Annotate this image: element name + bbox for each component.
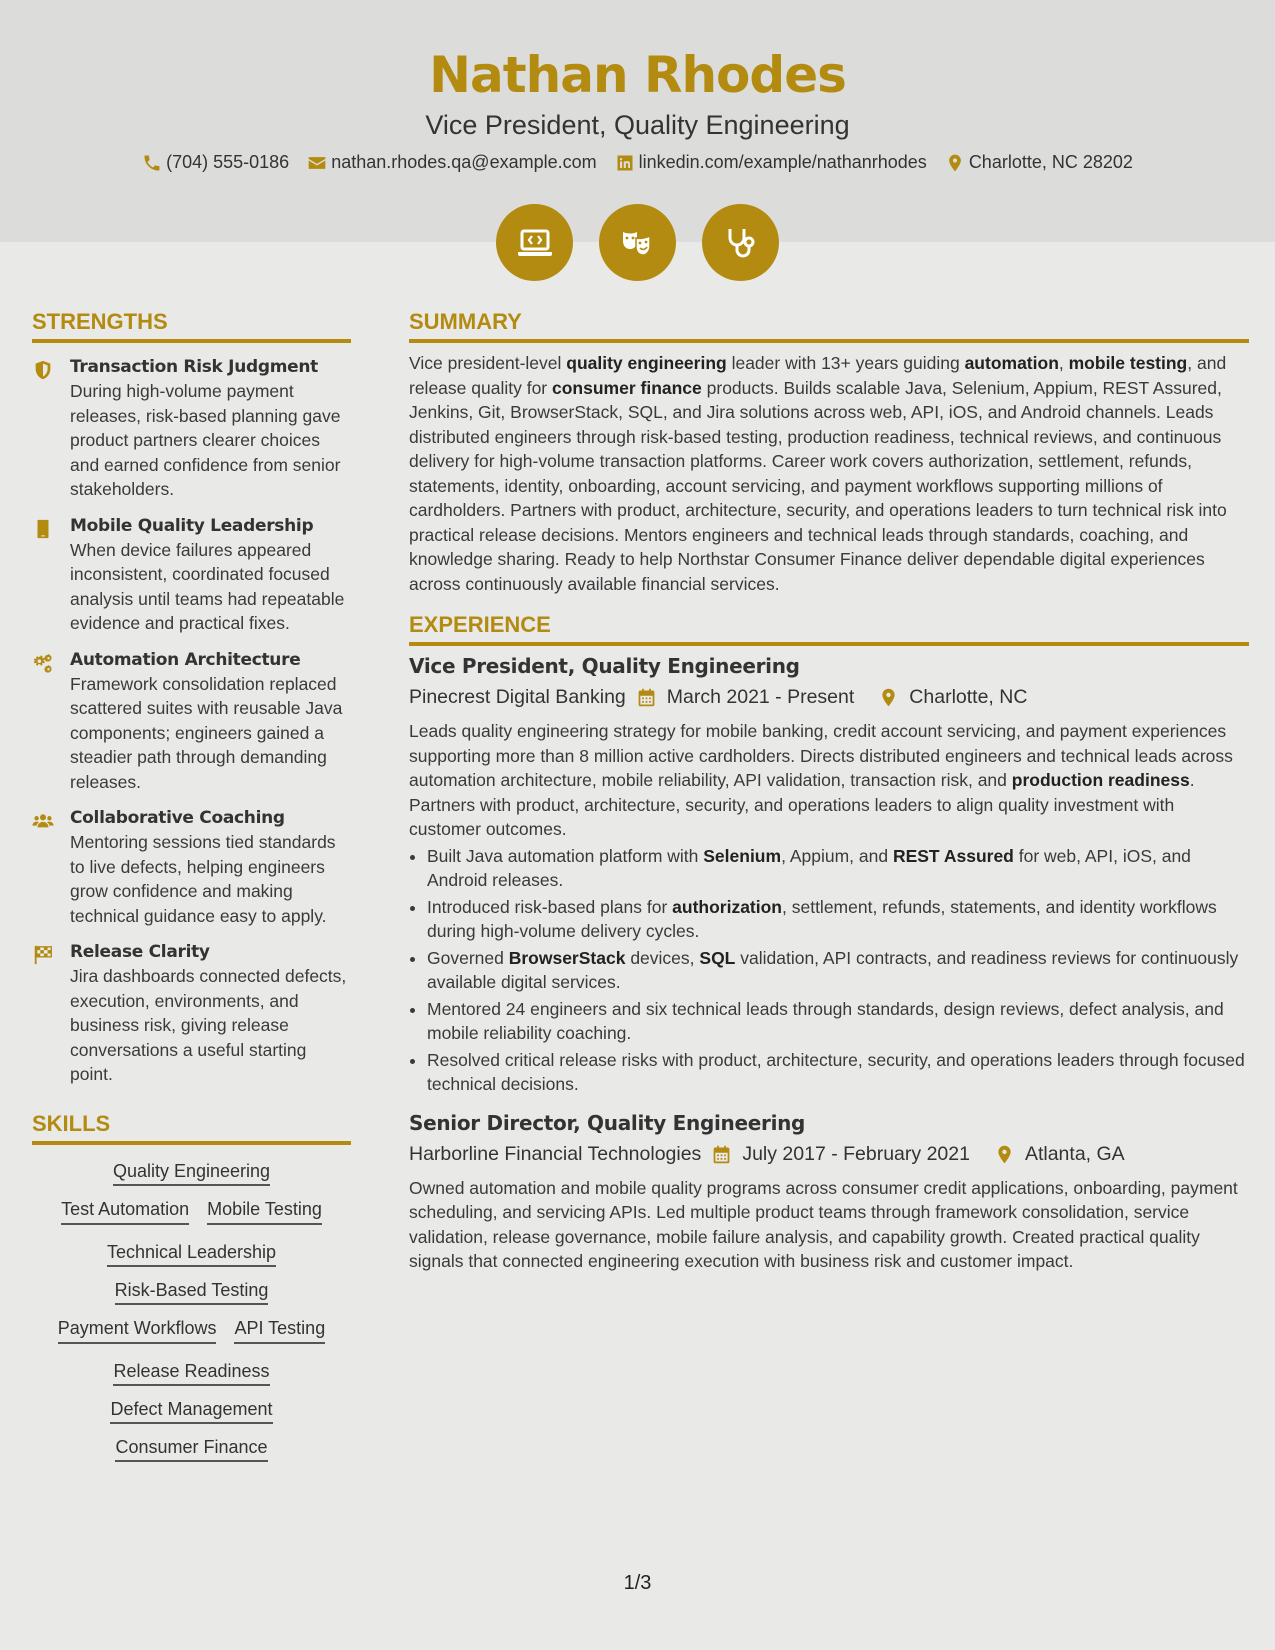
skill-tag: Mobile Testing (207, 1199, 322, 1225)
job-location: Atlanta, GA (1024, 1142, 1125, 1165)
badge-laptop-code (496, 204, 573, 281)
contact-linkedin[interactable] (615, 152, 927, 173)
left-column (32, 309, 351, 1458)
strength-item (32, 808, 351, 928)
flag-checkered-icon (32, 944, 54, 966)
job-title: Vice President, Quality Engineering (409, 654, 800, 678)
candidate-name: Nathan Rhodes (429, 46, 846, 104)
linkedin-icon (615, 153, 635, 173)
strength-item (32, 650, 351, 795)
map-marker-icon (945, 153, 965, 173)
skill-tag: Risk-Based Testing (115, 1280, 269, 1305)
job-company: Harborline Financial Technologies (409, 1142, 702, 1165)
strength-title: Mobile Quality Leadership (70, 515, 314, 536)
emphasis-text: REST Assured (892, 845, 1014, 866)
job-meta (409, 686, 1249, 709)
skill-row (38, 1437, 345, 1458)
skills-heading: SKILLS (32, 1111, 351, 1145)
skills-list (32, 1161, 351, 1458)
strength-title: Transaction Risk Judgment (70, 357, 319, 377)
strength-desc: Framework consolidation replaced scattered suites with reusable Java components; engineers gained a steadier path through demanding releases. (70, 673, 343, 792)
job-description: Owned automation and mobile quality programs across consumer credit applications, onboarding, payment scheduling, and servicing APIs. Led multiple product teams through framework consolidation, service validation, release governance, mobile failure analysis, and capability growth. Created practical quality signals that connected engineering execution with business risk and customer impact. (409, 1177, 1238, 1271)
skill-tag: Technical Leadership (107, 1242, 276, 1267)
emphasis-text: mobile testing (1068, 353, 1188, 373)
badge-stethoscope (702, 204, 779, 281)
skill-tag: Payment Workflows (58, 1318, 217, 1344)
strength-desc: When device failures appeared inconsistent, coordinated focused analysis until teams had repeatable evidence and practical fixes. (70, 539, 345, 633)
summary-text: Vice president-level quality engineering leader with 13+ years guiding automation, mobile testing, and release quality for consumer finance products. Builds scalable Java, Selenium, Appium, REST Assured, Jenkins, Git, BrowserStack, SQL, and Jira solutions across web, API, iOS, and Android channels. Leads distributed engineers through risk-based testing, production readiness, technical reviews, and continuous delivery for high-volume transaction platforms. Career work covers authorization, settlement, refunds, statements, identity, onboarding, account servicing, and payment workflows supporting millions of cardholders. Partners with product, architecture, security, and operations leaders to turn technical risk into practical release decisions. Mentors engineers and technical leads through standards, coaching, and knowledge sharing. Ready to help Northstar Consumer Finance deliver dependable digital experiences across continuously available financial services. (409, 353, 1227, 594)
job-entry (409, 654, 1249, 1097)
strength-desc: Mentoring sessions tied standards to live defects, helping engineers grow confidence and making technical guidance easy to apply. (70, 832, 336, 926)
users-icon (32, 810, 54, 832)
page-number: 1/3 (623, 1572, 652, 1594)
bullet-item: • Governed BrowserStack devices, SQL validation, API contracts, and readiness reviews for continuously available digital services. (427, 946, 1249, 995)
laptop-code-icon (515, 223, 555, 263)
mobile-icon (32, 518, 54, 540)
skill-tag: API Testing (234, 1318, 325, 1344)
strength-item (32, 942, 351, 1087)
skill-tag: Release Readiness (113, 1361, 269, 1386)
calendar-icon (636, 687, 657, 708)
bullet-item: • Built Java automation platform with Selenium, Appium, and REST Assured for web, API, iOS, and Android releases. (427, 844, 1249, 893)
emphasis-text: production readiness (1011, 770, 1190, 790)
skill-tag: Test Automation (61, 1199, 189, 1225)
envelope-icon (307, 153, 327, 173)
job-location: Charlotte, NC (909, 686, 1028, 708)
job-entry (409, 1111, 1249, 1274)
emphasis-text: consumer finance (552, 377, 702, 398)
job-meta (409, 1143, 1249, 1166)
phone-text: (704) 555-0186 (166, 152, 290, 172)
theater-masks-icon (618, 223, 658, 263)
linkedin-text: linkedin.com/example/nathanrhodes (638, 152, 927, 172)
skill-tag: Consumer Finance (115, 1437, 267, 1462)
bullet-item: • Introduced risk-based plans for authorization, settlement, refunds, statements, and identity workflows during high-volume delivery cycles. (427, 895, 1249, 944)
strength-desc: During high-volume payment releases, risk-based planning gave product partners clearer choices and earned confidence from senior stakeholders. (70, 381, 341, 499)
map-marker-icon (878, 687, 899, 708)
bullet-item: • Resolved critical release risks with product, architecture, security, and operations leaders through focused technical decisions. (427, 1048, 1249, 1097)
skill-row (38, 1399, 345, 1420)
skill-tag: Quality Engineering (113, 1161, 270, 1186)
emphasis-text: BrowserStack (508, 947, 626, 968)
emphasis-text: Selenium (703, 845, 782, 866)
skill-row (38, 1242, 345, 1263)
skill-row (38, 1280, 345, 1301)
calendar-icon (711, 1144, 732, 1165)
strength-title: Automation Architecture (70, 649, 301, 670)
contact-location (945, 152, 1133, 173)
emphasis-text: SQL (699, 947, 736, 968)
stethoscope-icon (721, 223, 761, 263)
job-dates: July 2017 - February 2021 (742, 1142, 970, 1165)
strength-item (32, 357, 351, 502)
experience-heading: EXPERIENCE (409, 612, 1249, 646)
phone-icon (142, 153, 162, 173)
badge-row (0, 204, 1275, 281)
job-bullets (409, 844, 1249, 1097)
strengths-heading: STRENGTHS (32, 309, 351, 343)
badge-theater-masks (599, 204, 676, 281)
strength-title: Collaborative Coaching (70, 808, 285, 828)
emphasis-text: authorization (672, 896, 782, 917)
right-column (409, 309, 1249, 1274)
job-title: Senior Director, Quality Engineering (409, 1110, 806, 1135)
contact-phone[interactable] (142, 152, 289, 173)
summary-heading: SUMMARY (409, 309, 1249, 343)
cogs-icon (32, 652, 54, 674)
skill-tag: Defect Management (110, 1399, 272, 1424)
job-description: Leads quality engineering strategy for mobile banking, credit account servicing, and payment experiences supporting more than 8 million active cardholders. Directs distributed engineers and technical leads across automation architecture, mobile reliability, API validation, transaction risk, and production readiness. Partners with product, architecture, security, and operations leaders to align quality investment with customer outcomes. (409, 721, 1233, 839)
email-text: nathan.rhodes.qa@example.com (331, 152, 597, 172)
skill-row (38, 1161, 345, 1182)
contact-bar (0, 152, 1275, 173)
strength-desc: Jira dashboards connected defects, execution, environments, and business risk, giving release conversations a useful starting point. (70, 966, 347, 1084)
bullet-item: • Mentored 24 engineers and six technical leads through standards, design reviews, defect analysis, and mobile reliability coaching. (427, 997, 1249, 1046)
contact-email[interactable] (307, 152, 596, 173)
candidate-title: Vice President, Quality Engineering (425, 110, 850, 140)
location-text: Charlotte, NC 28202 (968, 152, 1133, 172)
map-marker-icon (994, 1144, 1015, 1165)
emphasis-text: quality engineering (566, 353, 727, 373)
emphasis-text: automation (964, 353, 1059, 373)
job-dates: March 2021 - Present (666, 686, 855, 708)
strength-title: Release Clarity (70, 942, 210, 962)
strength-item (32, 516, 351, 636)
shield-icon (32, 359, 54, 381)
job-company: Pinecrest Digital Banking (409, 686, 626, 708)
skill-row (38, 1361, 345, 1382)
